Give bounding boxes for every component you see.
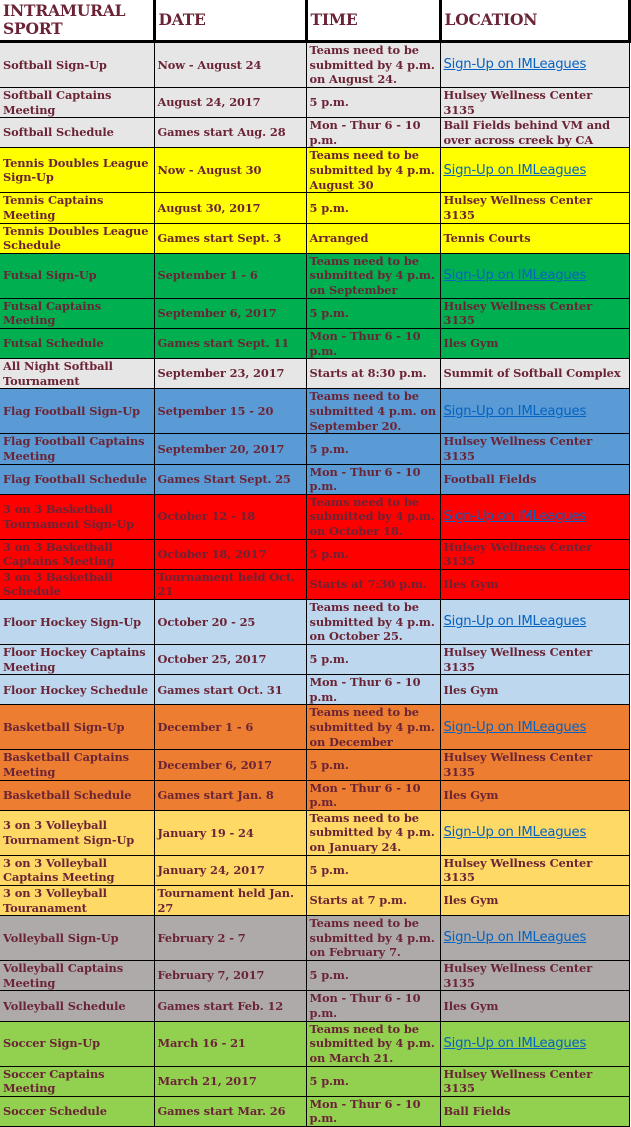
table-row bbox=[0, 148, 629, 193]
sport-cell: Floor Hockey Captains Meeting bbox=[0, 645, 154, 675]
location-cell: Tennis Courts bbox=[440, 223, 629, 253]
table-row bbox=[0, 389, 629, 434]
table-row bbox=[0, 298, 629, 328]
sport-cell: 3 on 3 Volleyball Captains Meeting bbox=[0, 855, 154, 885]
location-cell bbox=[440, 148, 629, 193]
table-row bbox=[0, 88, 629, 118]
date-cell: Tournament held Jan. 27 bbox=[154, 886, 306, 916]
date-cell: Games start Aug. 28 bbox=[154, 118, 306, 148]
location-cell: Iles Gym bbox=[440, 328, 629, 358]
header-time: TIME bbox=[306, 0, 440, 42]
time-cell: Mon - Thur 6 - 10 p.m. bbox=[306, 991, 440, 1021]
time-cell: 5 p.m. bbox=[306, 750, 440, 780]
date-cell: September 23, 2017 bbox=[154, 359, 306, 389]
time-cell: Teams need to be submitted by 4 p.m. on February 7. bbox=[306, 916, 440, 961]
table-row bbox=[0, 810, 629, 855]
date-cell: January 24, 2017 bbox=[154, 855, 306, 885]
sport-cell: Flag Football Captains Meeting bbox=[0, 434, 154, 464]
location-cell bbox=[440, 42, 629, 88]
sport-cell: Tennis Doubles League Schedule bbox=[0, 223, 154, 253]
table-row bbox=[0, 780, 629, 810]
time-cell: 5 p.m. bbox=[306, 645, 440, 675]
table-row bbox=[0, 494, 629, 539]
date-cell: Now - August 24 bbox=[154, 42, 306, 88]
time-cell: Teams need to be submitted by 4 p.m. on October 18. bbox=[306, 494, 440, 539]
time-cell: Mon - Thur 6 - 10 p.m. bbox=[306, 328, 440, 358]
sport-cell: All Night Softball Tournament bbox=[0, 359, 154, 389]
sport-cell: Futsal Sign-Up bbox=[0, 253, 154, 298]
date-cell: August 30, 2017 bbox=[154, 193, 306, 223]
date-cell: October 20 - 25 bbox=[154, 600, 306, 645]
date-cell: September 6, 2017 bbox=[154, 298, 306, 328]
sport-cell: Softball Schedule bbox=[0, 118, 154, 148]
location-cell: Hulsey Wellness Center 3135 bbox=[440, 193, 629, 223]
date-cell: Games Start Sept. 25 bbox=[154, 464, 306, 494]
header-date: DATE bbox=[154, 0, 306, 42]
sport-cell: Futsal Captains Meeting bbox=[0, 298, 154, 328]
table-row bbox=[0, 961, 629, 991]
location-cell: Hulsey Wellness Center 3135 bbox=[440, 961, 629, 991]
time-cell: Mon - Thur 6 - 10 p.m. bbox=[306, 464, 440, 494]
sport-cell: Floor Hockey Sign-Up bbox=[0, 600, 154, 645]
date-cell: October 18, 2017 bbox=[154, 539, 306, 569]
date-cell: Now - August 30 bbox=[154, 148, 306, 193]
time-cell: Teams need to be submitted by 4 p.m. on October 25. bbox=[306, 600, 440, 645]
table-row bbox=[0, 645, 629, 675]
table-row bbox=[0, 359, 629, 389]
sport-cell: Volleyball Captains Meeting bbox=[0, 961, 154, 991]
sport-cell: Soccer Captains Meeting bbox=[0, 1066, 154, 1096]
sport-cell: Softball Captains Meeting bbox=[0, 88, 154, 118]
time-cell: Mon - Thur 6 - 10 p.m. bbox=[306, 1096, 440, 1126]
location-cell: Summit of Softball Complex bbox=[440, 359, 629, 389]
location-cell: Iles Gym bbox=[440, 569, 629, 599]
date-cell: February 2 - 7 bbox=[154, 916, 306, 961]
location-cell: Hulsey Wellness Center 3135 bbox=[440, 298, 629, 328]
location-cell: Iles Gym bbox=[440, 780, 629, 810]
table-row bbox=[0, 328, 629, 358]
table-row bbox=[0, 705, 629, 750]
time-cell: Arranged bbox=[306, 223, 440, 253]
time-cell: 5 p.m. bbox=[306, 434, 440, 464]
imleagues-signup-link[interactable]: Sign-Up on IMLeagues bbox=[443, 930, 587, 946]
table-row bbox=[0, 1066, 629, 1096]
location-cell: Iles Gym bbox=[440, 675, 629, 705]
table-row bbox=[0, 464, 629, 494]
location-cell: Hulsey Wellness Center 3135 bbox=[440, 539, 629, 569]
sport-cell: Tennis Doubles League Sign-Up bbox=[0, 148, 154, 193]
sport-cell: Volleyball Schedule bbox=[0, 991, 154, 1021]
location-cell: Hulsey Wellness Center 3135 bbox=[440, 434, 629, 464]
sport-cell: Softball Sign-Up bbox=[0, 42, 154, 88]
sport-cell: 3 on 3 Basketball Tournament Sign-Up bbox=[0, 494, 154, 539]
date-cell: December 6, 2017 bbox=[154, 750, 306, 780]
time-cell: Teams need to be submitted by 4 p.m. on December bbox=[306, 705, 440, 750]
time-cell: Mon - Thur 6 - 10 p.m. bbox=[306, 118, 440, 148]
location-cell: Hulsey Wellness Center 3135 bbox=[440, 1066, 629, 1096]
table-row bbox=[0, 193, 629, 223]
imleagues-signup-link[interactable]: Sign-Up on IMLeagues bbox=[443, 825, 587, 841]
sport-cell: 3 on 3 Volleyball Touranament bbox=[0, 886, 154, 916]
location-cell: Football Fields bbox=[440, 464, 629, 494]
table-row bbox=[0, 1021, 629, 1066]
sport-cell: Basketball Captains Meeting bbox=[0, 750, 154, 780]
sport-cell: Floor Hockey Schedule bbox=[0, 675, 154, 705]
table-row bbox=[0, 539, 629, 569]
sport-cell: Soccer Schedule bbox=[0, 1096, 154, 1126]
location-cell bbox=[440, 1021, 629, 1066]
imleagues-signup-link[interactable]: Sign-Up on IMLeagues bbox=[443, 57, 587, 73]
time-cell: Mon - Thur 6 - 10 p.m. bbox=[306, 780, 440, 810]
date-cell: Tournament held Oct. 21 bbox=[154, 569, 306, 599]
table-row bbox=[0, 750, 629, 780]
location-cell: Hulsey Wellness Center 3135 bbox=[440, 645, 629, 675]
location-cell: Hulsey Wellness Center 3135 bbox=[440, 88, 629, 118]
sport-cell: 3 on 3 Volleyball Tournament Sign-Up bbox=[0, 810, 154, 855]
imleagues-signup-link[interactable]: Sign-Up on IMLeagues bbox=[443, 614, 587, 630]
table-row bbox=[0, 42, 629, 88]
sport-cell: Tennis Captains Meeting bbox=[0, 193, 154, 223]
date-cell: Games start Sept. 3 bbox=[154, 223, 306, 253]
sport-cell: Volleyball Sign-Up bbox=[0, 916, 154, 961]
imleagues-signup-link[interactable]: Sign-Up on IMLeagues bbox=[443, 719, 587, 735]
location-cell bbox=[440, 389, 629, 434]
table-row bbox=[0, 886, 629, 916]
imleagues-signup-link[interactable]: Sign-Up on IMLeagues bbox=[443, 403, 587, 419]
sport-cell: Flag Football Sign-Up bbox=[0, 389, 154, 434]
time-cell: 5 p.m. bbox=[306, 88, 440, 118]
date-cell: January 19 - 24 bbox=[154, 810, 306, 855]
date-cell: Games start Mar. 26 bbox=[154, 1096, 306, 1126]
sport-cell: 3 on 3 Basketball Schedule bbox=[0, 569, 154, 599]
table-row bbox=[0, 223, 629, 253]
table-row bbox=[0, 675, 629, 705]
imleagues-signup-link[interactable]: Sign-Up on IMLeagues bbox=[443, 267, 587, 283]
date-cell: Games start Feb. 12 bbox=[154, 991, 306, 1021]
header-location: LOCATION bbox=[440, 0, 629, 42]
imleagues-signup-link[interactable]: Sign-Up on IMLeagues bbox=[443, 162, 587, 178]
time-cell: Starts at 8:30 p.m. bbox=[306, 359, 440, 389]
time-cell: Teams need to be submitted by 4 p.m. August 30 bbox=[306, 148, 440, 193]
time-cell: Teams need to be submitted by 4 p.m. on March 21. bbox=[306, 1021, 440, 1066]
date-cell: February 7, 2017 bbox=[154, 961, 306, 991]
location-cell: Hulsey Wellness Center 3135 bbox=[440, 855, 629, 885]
table-row bbox=[0, 253, 629, 298]
time-cell: 5 p.m. bbox=[306, 298, 440, 328]
location-cell bbox=[440, 253, 629, 298]
date-cell: Games start Sept. 11 bbox=[154, 328, 306, 358]
location-cell: Ball Fields bbox=[440, 1096, 629, 1126]
sport-cell: Basketball Sign-Up bbox=[0, 705, 154, 750]
location-cell bbox=[440, 494, 629, 539]
date-cell: March 21, 2017 bbox=[154, 1066, 306, 1096]
table-header-row bbox=[0, 0, 629, 42]
header-sport: INTRAMURAL SPORT bbox=[0, 0, 154, 42]
time-cell: Mon - Thur 6 - 10 p.m. bbox=[306, 675, 440, 705]
date-cell: October 12 - 18 bbox=[154, 494, 306, 539]
location-cell bbox=[440, 916, 629, 961]
date-cell: September 1 - 6 bbox=[154, 253, 306, 298]
location-cell bbox=[440, 810, 629, 855]
time-cell: Teams need to be submitted by 4 p.m. on January 24. bbox=[306, 810, 440, 855]
date-cell: September 20, 2017 bbox=[154, 434, 306, 464]
sport-cell: Basketball Schedule bbox=[0, 780, 154, 810]
table-row bbox=[0, 916, 629, 961]
time-cell: Starts at 7 p.m. bbox=[306, 886, 440, 916]
time-cell: Teams need to be submitted by 4 p.m. on September bbox=[306, 253, 440, 298]
time-cell: 5 p.m. bbox=[306, 193, 440, 223]
date-cell: Games start Jan. 8 bbox=[154, 780, 306, 810]
time-cell: 5 p.m. bbox=[306, 1066, 440, 1096]
table-row bbox=[0, 600, 629, 645]
table-row bbox=[0, 434, 629, 464]
table-row bbox=[0, 855, 629, 885]
location-cell: Hulsey Wellness Center 3135 bbox=[440, 750, 629, 780]
date-cell: August 24, 2017 bbox=[154, 88, 306, 118]
time-cell: 5 p.m. bbox=[306, 961, 440, 991]
table-row bbox=[0, 569, 629, 599]
sport-cell: Futsal Schedule bbox=[0, 328, 154, 358]
location-cell: Ball Fields behind VM and over across creek by CA bbox=[440, 118, 629, 148]
location-cell bbox=[440, 705, 629, 750]
table-row bbox=[0, 991, 629, 1021]
date-cell: December 1 - 6 bbox=[154, 705, 306, 750]
table-row bbox=[0, 118, 629, 148]
location-cell bbox=[440, 600, 629, 645]
date-cell: Games start Oct. 31 bbox=[154, 675, 306, 705]
time-cell: 5 p.m. bbox=[306, 855, 440, 885]
sport-cell: 3 on 3 Basketball Captains Meeting bbox=[0, 539, 154, 569]
imleagues-signup-link[interactable]: Sign-Up on IMLeagues bbox=[443, 1035, 587, 1051]
time-cell: 5 p.m. bbox=[306, 539, 440, 569]
time-cell: Teams need to be submitted 4 p.m. on September 20. bbox=[306, 389, 440, 434]
time-cell: Teams need to be submitted by 4 p.m. on August 24. bbox=[306, 42, 440, 88]
date-cell: Setpember 15 - 20 bbox=[154, 389, 306, 434]
date-cell: October 25, 2017 bbox=[154, 645, 306, 675]
date-cell: March 16 - 21 bbox=[154, 1021, 306, 1066]
time-cell: Starts at 7:30 p.m. bbox=[306, 569, 440, 599]
location-cell: Iles Gym bbox=[440, 991, 629, 1021]
sport-cell: Flag Football Schedule bbox=[0, 464, 154, 494]
location-cell: Iles Gym bbox=[440, 886, 629, 916]
imleagues-signup-link[interactable]: Sign-Up on IMLeagues bbox=[443, 508, 587, 524]
sport-cell: Soccer Sign-Up bbox=[0, 1021, 154, 1066]
